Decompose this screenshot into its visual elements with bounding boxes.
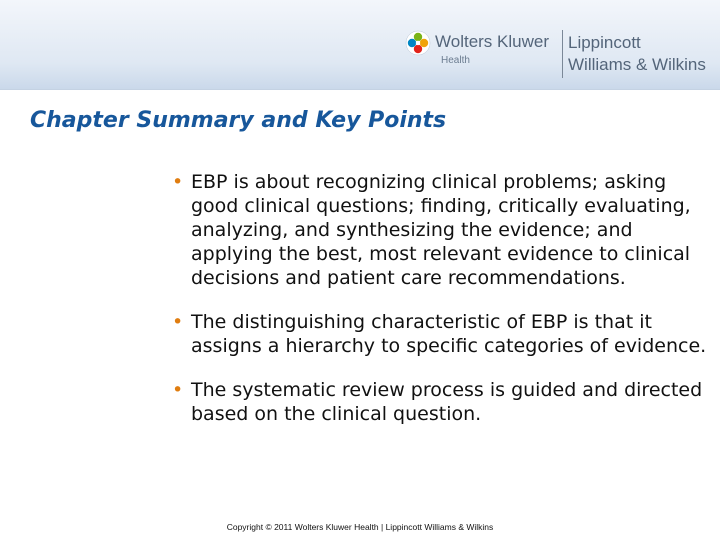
logo-publisher-line1: Lippincott [568, 33, 641, 52]
bullet-dot-icon: • [172, 311, 184, 333]
logo-publisher [568, 32, 706, 76]
slide-title: Chapter Summary and Key Points [30, 108, 447, 133]
bullet-text: The systematic review process is guided and directed based on the clinical question. [191, 379, 703, 425]
logo-brand-name: Wolters Kluwer [435, 32, 549, 51]
logo-division: Health [441, 55, 470, 66]
wolters-kluwer-mark-icon [405, 30, 431, 56]
bullet-text: EBP is about recognizing clinical problems; asking good clinical questions; finding, critically evaluating, analyzing, and synthesizing the evidence; and applying the best, most relevant evidence to clinical decisions and patient care recommendations. [191, 171, 691, 289]
bullet-item [172, 378, 712, 426]
bullet-item [172, 170, 712, 290]
logo-publisher-line2: Williams & Wilkins [568, 55, 706, 74]
header-divider [0, 89, 720, 90]
bullet-list [172, 170, 712, 446]
bullet-dot-icon: • [172, 379, 184, 401]
footer-copyright: Copyright © 2011 Wolters Kluwer Health | Lippincott Williams & Wilkins [226, 522, 494, 532]
bullet-dot-icon: • [172, 171, 184, 193]
bullet-text: The distinguishing characteristic of EBP is that it assigns a hierarchy to specific categories of evidence. [191, 311, 707, 357]
bullet-item [172, 310, 712, 358]
logo-separator [562, 30, 563, 78]
